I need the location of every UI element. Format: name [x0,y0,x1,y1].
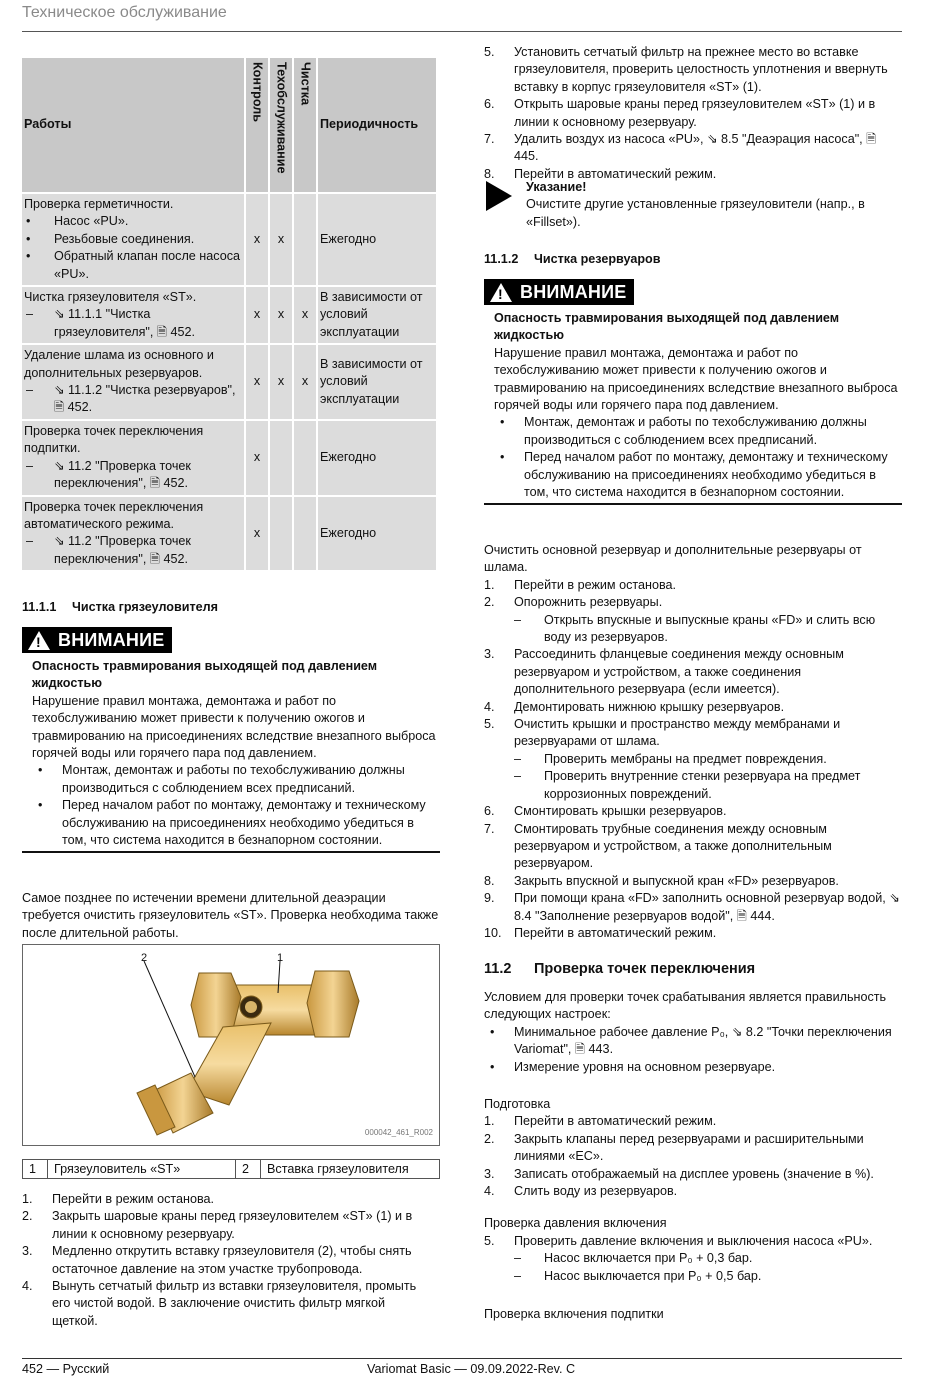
warning-badge: ! ВНИМАНИЕ [484,279,634,305]
table-row [22,194,436,285]
table-row [22,345,436,419]
clean-mark [294,497,316,571]
list-item: • Измерение уровня на основном резервуаре. [490,1059,776,1074]
check-mark: x [246,287,268,343]
col-work: Работы [22,58,244,192]
list-item: • Монтаж, демонтаж и работы по техобслуживанию должны производиться с соблюдением всех предписаний. [500,415,867,447]
check-mark: x [246,421,268,495]
list-item: 5. Очистить крышки и пространство между мембранами и резервуарами от шлама. [484,717,841,749]
service-mark: x [270,287,292,343]
col-clean: Чистка [294,58,316,192]
list-item: 2. Опорожнить резервуары. [484,595,663,610]
list-item: 5. Проверить давление включения и выключения насоса «PU». [484,1233,873,1248]
list-item: 2. Закрыть шаровые краны перед грязеуловителем «ST» (1) и в линии к основному резервуару. [22,1209,413,1241]
col-check: Контроль [246,58,268,192]
period-cell: Ежегодно [318,497,436,571]
paragraph-st: Самое позднее по истечении времени длительной деаэрации требуется очистить грязеуловитель «ST». Проверка необходима также после длительной работы. [22,891,439,940]
work-cell: Проверка точек переключения подпитки. – ⇘ 11.2 "Проверка точек переключения", 🗎 452. [22,421,244,495]
service-mark [270,421,292,495]
warning-block-left [22,627,440,853]
footer-page: 452 — Русский [22,1362,110,1376]
list-item: 7. Удалить воздух из насоса «PU», ⇘ 8.5 "Деаэрация насоса", 🗎 445. [484,132,877,164]
warning-title: Опасность травмирования выходящей под давлением жидкостью [32,658,378,691]
list-item: 8. Перейти в автоматический режим. [484,166,717,181]
cross-reference-link[interactable]: ⇘ 11.2 "Проверка точек переключения", 🗎 452. [54,534,191,566]
list-item: 9. При помощи крана «FD» заполнить основной резервуар водой, ⇘ 8.4 "Заполнение резервуаров водой", 🗎 444. [484,891,900,923]
warning-triangle-icon: ! [490,283,512,302]
list-item: 3. Записать отображаемый на дисплее уровень (значение в %). [484,1166,874,1181]
cond-intro: Условием для проверки точек срабатывания является правильность следующих настроек: [484,990,887,1022]
prep-label: Подготовка [484,1097,551,1112]
period-cell: В зависимости от условий эксплуатации [318,345,436,419]
list-item: 5. Установить сетчатый фильтр на прежнее место во вставке грязеуловителя, проверить целостность уплотнения и ввернуть вставку в корпус грязеуловителя «ST» (1). [484,45,888,94]
press-label: Проверка давления включения [484,1216,667,1231]
period-cell: Ежегодно [318,194,436,285]
list-item: • Перед началом работ по монтажу, демонтажу и техническому обслуживанию на присоединениях необходимо убедиться в том, что система находится в безнапорном состоянии. [500,450,888,499]
check-mark: x [246,497,268,571]
sub-list-item: – Насос выключается при P₀ + 0,5 бар. [514,1268,762,1283]
list-item: 1. Перейти в режим останова. [22,1192,215,1206]
steps-right [484,44,900,183]
list-item: 7. Смонтировать трубные соединения между основным резервуаром и устройством, а также дополнительным резервуаром. [484,821,832,871]
service-mark [270,497,292,571]
header-rule [22,31,902,32]
warning-title: Опасность травмирования выходящей под давлением жидкостью [494,310,840,343]
list-item: • Минимальное рабочее давление P₀, ⇘ 8.2 "Точки переключения Variomat", 🗎 443. [490,1024,892,1057]
service-mark: x [270,194,292,285]
footer-doc: Variomat Basic — 09.09.2022-Rev. C [367,1362,576,1376]
cross-reference-link[interactable]: ⇘ 11.2 "Проверка точек переключения", 🗎 452. [54,458,191,491]
cross-reference-link[interactable]: ⇘ 11.1.1 "Чистка грязеуловителя", 🗎 452. [54,307,195,339]
warning-block-right [484,279,902,505]
work-cell: Чистка грязеуловителя «ST». – ⇘ 11.1.1 "Чистка грязеуловителя", 🗎 452. [22,287,244,343]
warning-text: Нарушение правил монтажа, демонтажа и работ по техобслуживанию может привести к получению ожогов и травмированию на присоединениях вследствие внезапного выброса горячей воды или горячего пара под давлением. [32,693,436,760]
sub-list-item: – Открыть впускные и выпускные краны «FD» и слить всю воду из резервуаров. [514,612,876,645]
col-period: Периодичность [318,58,436,192]
clean-mark [294,421,316,495]
section-heading-11-1-1: 11.1.1 Чистка грязеуловителя [22,600,218,614]
strainer-figure [22,944,440,1146]
cross-reference-link[interactable]: ⇘ 11.1.2 "Чистка резервуаров", 🗎 452. [54,383,236,415]
footer-rule [22,1358,902,1359]
list-item: • Монтаж, демонтаж и работы по техобслуживанию должны производиться с соблюдением всех предписаний. [38,763,405,795]
list-item: 6. Открыть шаровые краны перед грязеуловителем «ST» (1) и в линии к основному резервуару. [484,97,876,129]
clean-mark [294,194,316,285]
period-cell: Ежегодно [318,421,436,495]
refill-label: Проверка включения подпитки [484,1307,664,1322]
strainer-illustration-icon [23,945,439,1145]
list-item: • Перед началом работ по монтажу, демонтажу и техническому обслуживанию на присоединениях необходимо убедиться в том, что система находится в безнапорном состоянии. [38,798,426,847]
clean-mark: x [294,287,316,343]
list-item: 8. Закрыть впускной и выпускной кран «FD» резервуаров. [484,873,839,888]
note-title: Указание! [526,180,587,194]
list-item: 3. Рассоединить фланцевые соединения между основным резервуаром и устройством, а также соединения дополнительного резервуара (если имеется). [484,647,844,697]
sub-list-item: – Проверить мембраны на предмет повреждения. [514,751,827,766]
list-item: 4. Слить воду из резервуаров. [484,1184,678,1199]
list-item: 1. Перейти в режим останова. [484,577,677,592]
note-text: Очистите другие установленные грязеуловители (напр., в «Fillset»). [526,197,865,229]
warning-badge: ! ВНИМАНИЕ [22,627,172,653]
steps-left [22,1191,432,1330]
col-service: Техобслуживание [270,58,292,192]
work-cell: Удаление шлама из основного и дополнительных резервуаров. – ⇘ 11.1.2 "Чистка резервуаров", 🗎 452. [22,345,244,419]
warning-rule [484,503,902,505]
warning-triangle-icon: ! [28,631,50,650]
check-mark: x [246,194,268,285]
list-item: 4. Вынуть сетчатый фильтр из вставки грязеуловителя, промыть его чистой водой. В заключение очистить фильтр мягкой щеткой. [22,1279,417,1328]
warning-text: Нарушение правил монтажа, демонтажа и работ по техобслуживанию может привести к получению ожогов и травмированию на присоединениях вследствие внезапного выброса горячей воды или горячего пара под давлением. [494,345,898,412]
switch-points [484,989,900,1324]
note-block [484,179,900,231]
table-row [22,287,436,343]
figure-legend: 1 Грязеуловитель «ST» 2 Вставка грязеуловителя [22,1159,440,1179]
running-header: Техническое обслуживание [22,4,227,21]
list-item: 2. Закрыть клапаны перед резервуарами и расширительными линиями «EC». [484,1131,864,1164]
figure-label-2: 2 [141,952,148,964]
tank-cleaning [484,542,900,942]
section-heading-11-1-2: 11.1.2 Чистка резервуаров [484,252,661,266]
arrow-right-icon [486,181,512,211]
section-heading-11-2: 11.2 Проверка точек переключения [484,961,756,977]
period-cell: В зависимости от условий эксплуатации [318,287,436,343]
list-item: 1. Перейти в автоматический режим. [484,1114,717,1129]
figure-code: 000042_461_R002 [364,1127,433,1137]
warning-rule [22,851,440,853]
list-item: 4. Демонтировать нижнюю крышку резервуаров. [484,699,785,714]
sub-list-item: – Насос включается при P₀ + 0,3 бар. [514,1251,753,1266]
maintenance-table [20,56,438,572]
table-row [22,497,436,571]
check-mark: x [246,345,268,419]
list-item: 6. Смонтировать крышки резервуаров. [484,804,727,819]
table-row [22,421,436,495]
list-item: 10. Перейти в автоматический режим. [484,925,717,940]
work-cell: Проверка точек переключения автоматического режима. – ⇘ 11.2 "Проверка точек переключения", 🗎 452. [22,497,244,571]
sub-list-item: – Проверить внутренние стенки резервуара на предмет коррозионных повреждений. [514,769,861,801]
tank-intro: Очистить основной резервуар и дополнительные резервуары от шлама. [484,543,862,575]
clean-mark: x [294,345,316,419]
list-item: 3. Медленно открутить вставку грязеуловителя (2), чтобы снять остаточное давление на этом участке трубопровода. [22,1244,412,1276]
figure-label-1: 1 [277,952,284,964]
work-cell: Проверка герметичности. • Насос «PU». • Резьбовые соединения. • Обратный клапан после насоса «PU». [22,194,244,285]
service-mark: x [270,345,292,419]
